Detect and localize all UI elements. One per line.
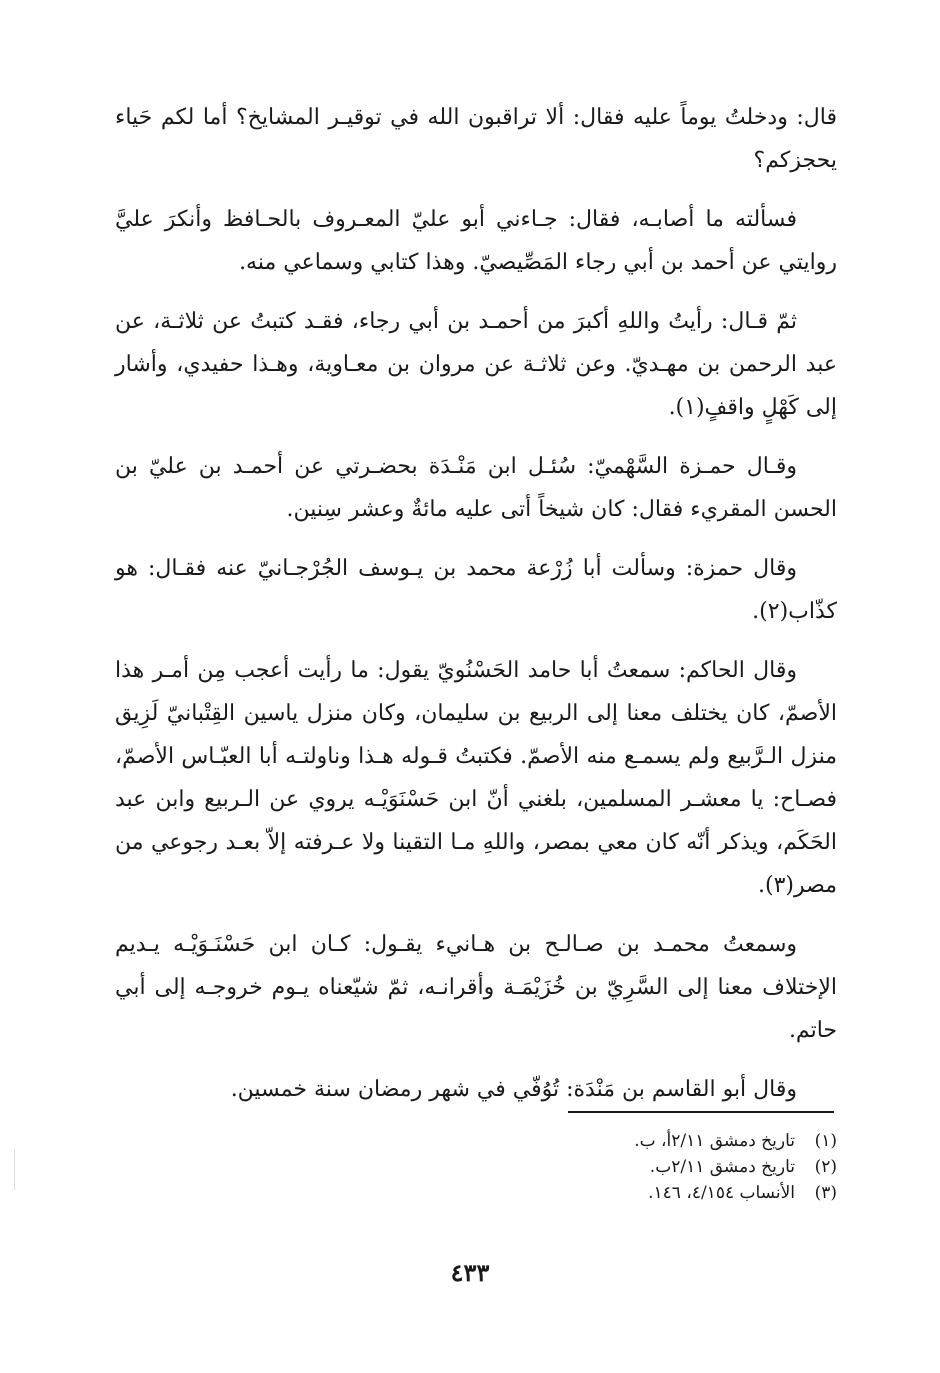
footnote-number: (١) (814, 1131, 837, 1151)
footnote-divider (568, 1111, 834, 1113)
paragraph-5: وقال حمزة: وسألت أبا زُرْعة محمد بن يـوسف الجُرْجـانيّ عنه فقـال: هو كذّاب(٢). (115, 556, 837, 624)
footnote-2 (360, 1154, 837, 1180)
paragraph-1: قال: ودخلتُ يوماً عليه فقال: ألا تراقبون الله في توقيـر المشايخ؟ أما لكم حَياء يحجزكم؟ (115, 105, 837, 173)
paragraph-3: ثمّ قـال: رأيتُ واللهِ أكبرَ من أحمـد بن أبي رجاء، فقـد كتبتُ عن ثلاثـة، عن عبد الرحمن بن مهـديّ. وعن ثلاثـة عن مروان بن معـاوية، وهـذا حفيدي، وأشار إلى كَهْلٍ واقفٍ(١). (115, 309, 837, 420)
footnote-3 (360, 1180, 837, 1206)
footnote-number: (٢) (814, 1157, 837, 1177)
paragraph-8: وقال أبو القاسم بن مَنْدَة: تُوُفّي في شهر رمضان سنة خمسين. (230, 1077, 797, 1102)
footnote-text: تاريخ دمشق ٢/١١ب. (649, 1157, 795, 1177)
footnote-1 (360, 1128, 837, 1154)
page-number: ٤٣٣ (450, 1258, 490, 1287)
paragraph-2: فسألته ما أصابـه، فقال: جـاءني أبو عليّ المعـروف بالحـافظ وأنكرَ عليَّ روايتي عن أحمد بن أبي رجاء المَصِّيصيّ. وهذا كتابي وسماعي منه. (115, 207, 837, 275)
paragraph-4: وقـال حمـزة السَّهْميّ: سُئـل ابن مَنْـدَة بحضـرتي عن أحمـد بن عليّ بن الحسن المقريء فقال: كان شيخاً أتى عليه مائةٌ وعشر سِنين. (115, 454, 837, 522)
paragraph-6: وقال الحاكم: سمعتُ أبا حامد الحَسْنُويّ يقول: ما رأيت أعجب مِن أمـر هذا الأصمّ، كان يختلف معنا إلى الربيع بن سليمان، وكان منزل ياسين القِتْبانيّ لَزِيق منزل الـرَّبيع ولم يسمـع منه الأصمّ. فكتبتُ قـوله هـذا وناولتـه أبا العبّـاس الأصمّ، فصـاح: يا معشـر المسلمين، بلغني أنّ ابن حَسْنَوَيْـه يروي عن الـربيع وابن عبد الحَكَم، ويذكر أنّه كان معي بمصر، واللهِ مـا التقينا ولا عـرفته إلاّ بعـد رجوعي من مصر(٣). (115, 658, 837, 898)
main-text (115, 96, 837, 1111)
paragraph-7: وسمعتُ محمـد بن صـالـح بن هـانيء يقـول: كـان ابن حَسْنَـوَيْـه يـديم الإختلاف معنا إلى السَّرِيّ بن خُزَيْمَـة وأقرانـه، ثمّ شيّعناه يـوم خروجـه إلى أبي حاتم. (115, 932, 837, 1043)
scan-edge-mark (14, 1150, 15, 1190)
footnote-number: (٣) (814, 1183, 837, 1203)
footnote-text: تاريخ دمشق ٢/١١أ، ب. (634, 1131, 795, 1151)
footnotes (360, 1128, 837, 1206)
footnote-text: الأنساب ٤/١٥٤، ١٤٦. (648, 1183, 795, 1203)
